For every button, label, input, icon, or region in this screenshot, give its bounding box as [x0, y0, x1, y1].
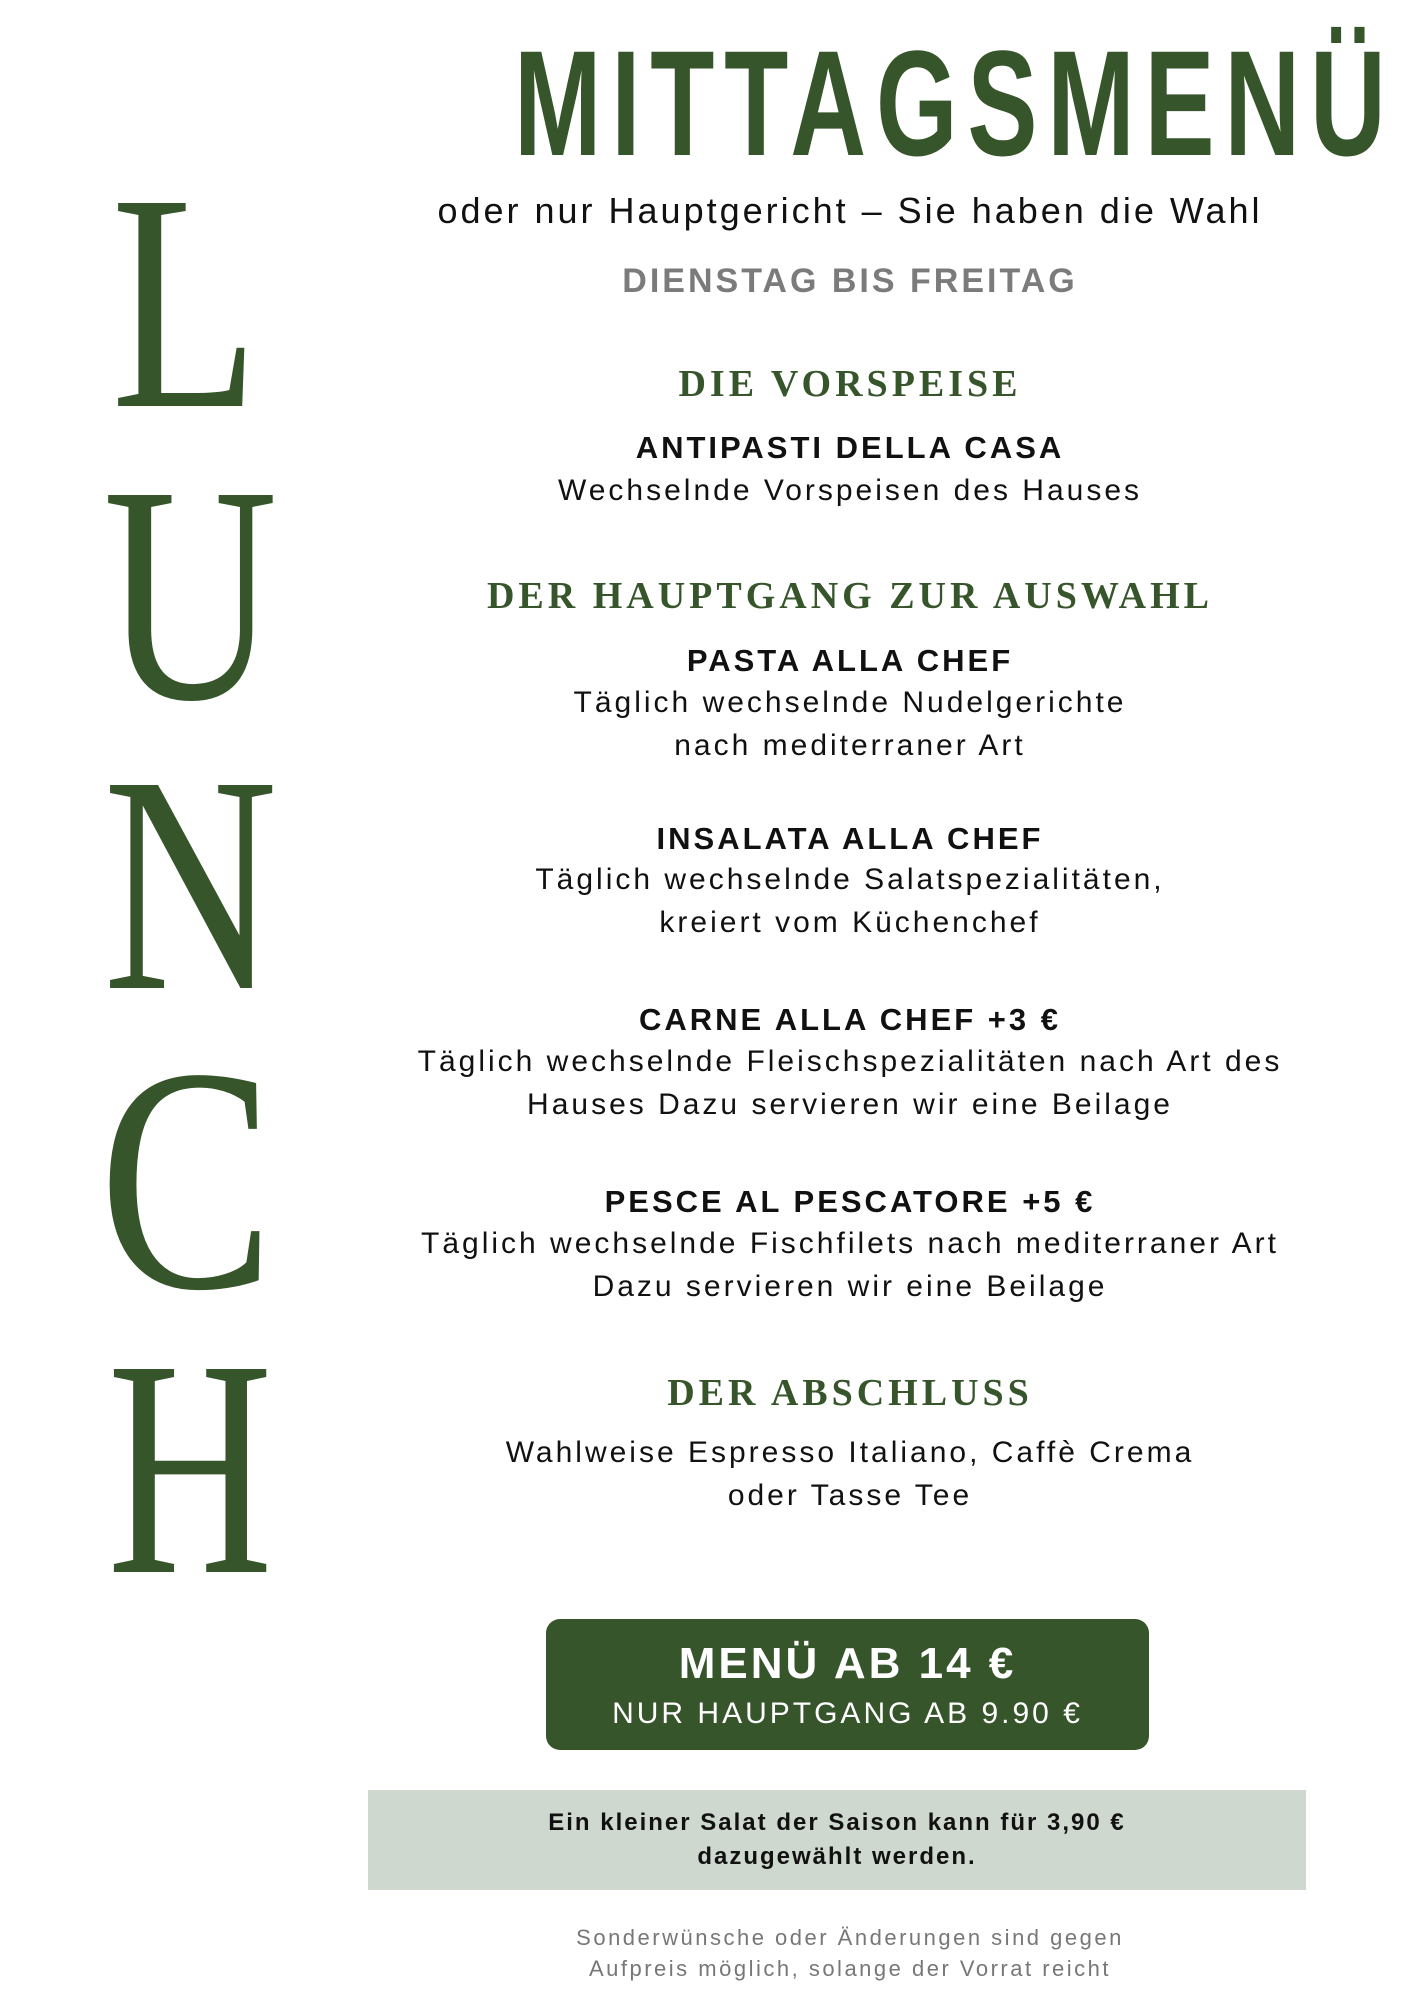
page-subtitle: oder nur Hauptgericht – Sie haben die Wahl: [437, 190, 1263, 231]
side-letter-c: C: [98, 1003, 274, 1357]
dish-name-insalata: INSALATA ALLA CHEF: [656, 821, 1044, 856]
dish-desc-closing: [350, 1431, 1350, 1517]
dish-desc-insalata: [350, 858, 1350, 944]
footer-line: Sonderwünsche oder Änderungen sind gegen: [576, 1925, 1124, 1950]
dish-desc-line: Täglich wechselnde Fischfilets nach mediterraner Art: [421, 1227, 1279, 1260]
price-box: [546, 1619, 1149, 1750]
side-letter-u: U: [103, 423, 278, 766]
dish-desc-line: Täglich wechselnde Nudelgerichte: [573, 686, 1127, 719]
section-title-starter: DIE VORSPEISE: [678, 363, 1022, 405]
side-letter-h: H: [107, 1297, 273, 1640]
footer-line: Aufpreis möglich, solange der Vorrat reicht: [588, 1956, 1112, 1981]
dish-name-pasta: PASTA ALLA CHEF: [686, 643, 1014, 678]
dish-desc-line: Täglich wechselnde Fleischspezialitäten nach Art des: [417, 1045, 1283, 1078]
dish-desc-line: Täglich wechselnde Salatspezialitäten,: [535, 863, 1165, 896]
price-main: MENÜ AB 14 €: [678, 1639, 1017, 1688]
salad-note-line: Ein kleiner Salat der Saison kann für 3,90 €: [548, 1809, 1126, 1836]
dish-desc-line: nach mediterraner Art: [674, 729, 1026, 762]
dish-desc-line: Hauses Dazu servieren wir eine Beilage: [527, 1088, 1173, 1121]
dish-desc-pesce: [350, 1222, 1350, 1308]
section-title-main: DER HAUPTGANG ZUR AUSWAHL: [486, 575, 1214, 617]
dish-desc-pasta: [350, 681, 1350, 767]
dish-name-pesce: PESCE AL PESCATORE +5 €: [604, 1184, 1096, 1219]
dish-desc-line: Wahlweise Espresso Italiano, Caffè Crema: [505, 1436, 1195, 1469]
section-title-closing: DER ABSCHLUSS: [667, 1372, 1033, 1414]
dish-desc-line: Dazu servieren wir eine Beilage: [592, 1270, 1108, 1303]
dish-desc-antipasti: [350, 469, 1350, 512]
dish-name-carne: CARNE ALLA CHEF +3 €: [639, 1002, 1061, 1037]
salad-note-box: [368, 1790, 1306, 1890]
side-letter-n: N: [103, 713, 278, 1056]
page-title: MITTAGSMENÜ: [514, 19, 1396, 187]
days-label: DIENSTAG BIS FREITAG: [622, 262, 1078, 300]
footer-note: [370, 1922, 1330, 1984]
dish-desc-line: Wechselnde Vorspeisen des Hauses: [557, 474, 1143, 507]
dish-desc-line: oder Tasse Tee: [727, 1479, 973, 1512]
side-letter-l: L: [111, 131, 259, 474]
price-sub: NUR HAUPTGANG AB 9.90 €: [612, 1697, 1083, 1730]
dish-desc-carne: [350, 1040, 1350, 1126]
salad-note-line: dazugewählt werden.: [697, 1843, 977, 1870]
dish-desc-line: kreiert vom Küchenchef: [659, 906, 1041, 939]
dish-name-antipasti: ANTIPASTI DELLA CASA: [635, 430, 1065, 465]
salad-note-text: [368, 1790, 1306, 1874]
